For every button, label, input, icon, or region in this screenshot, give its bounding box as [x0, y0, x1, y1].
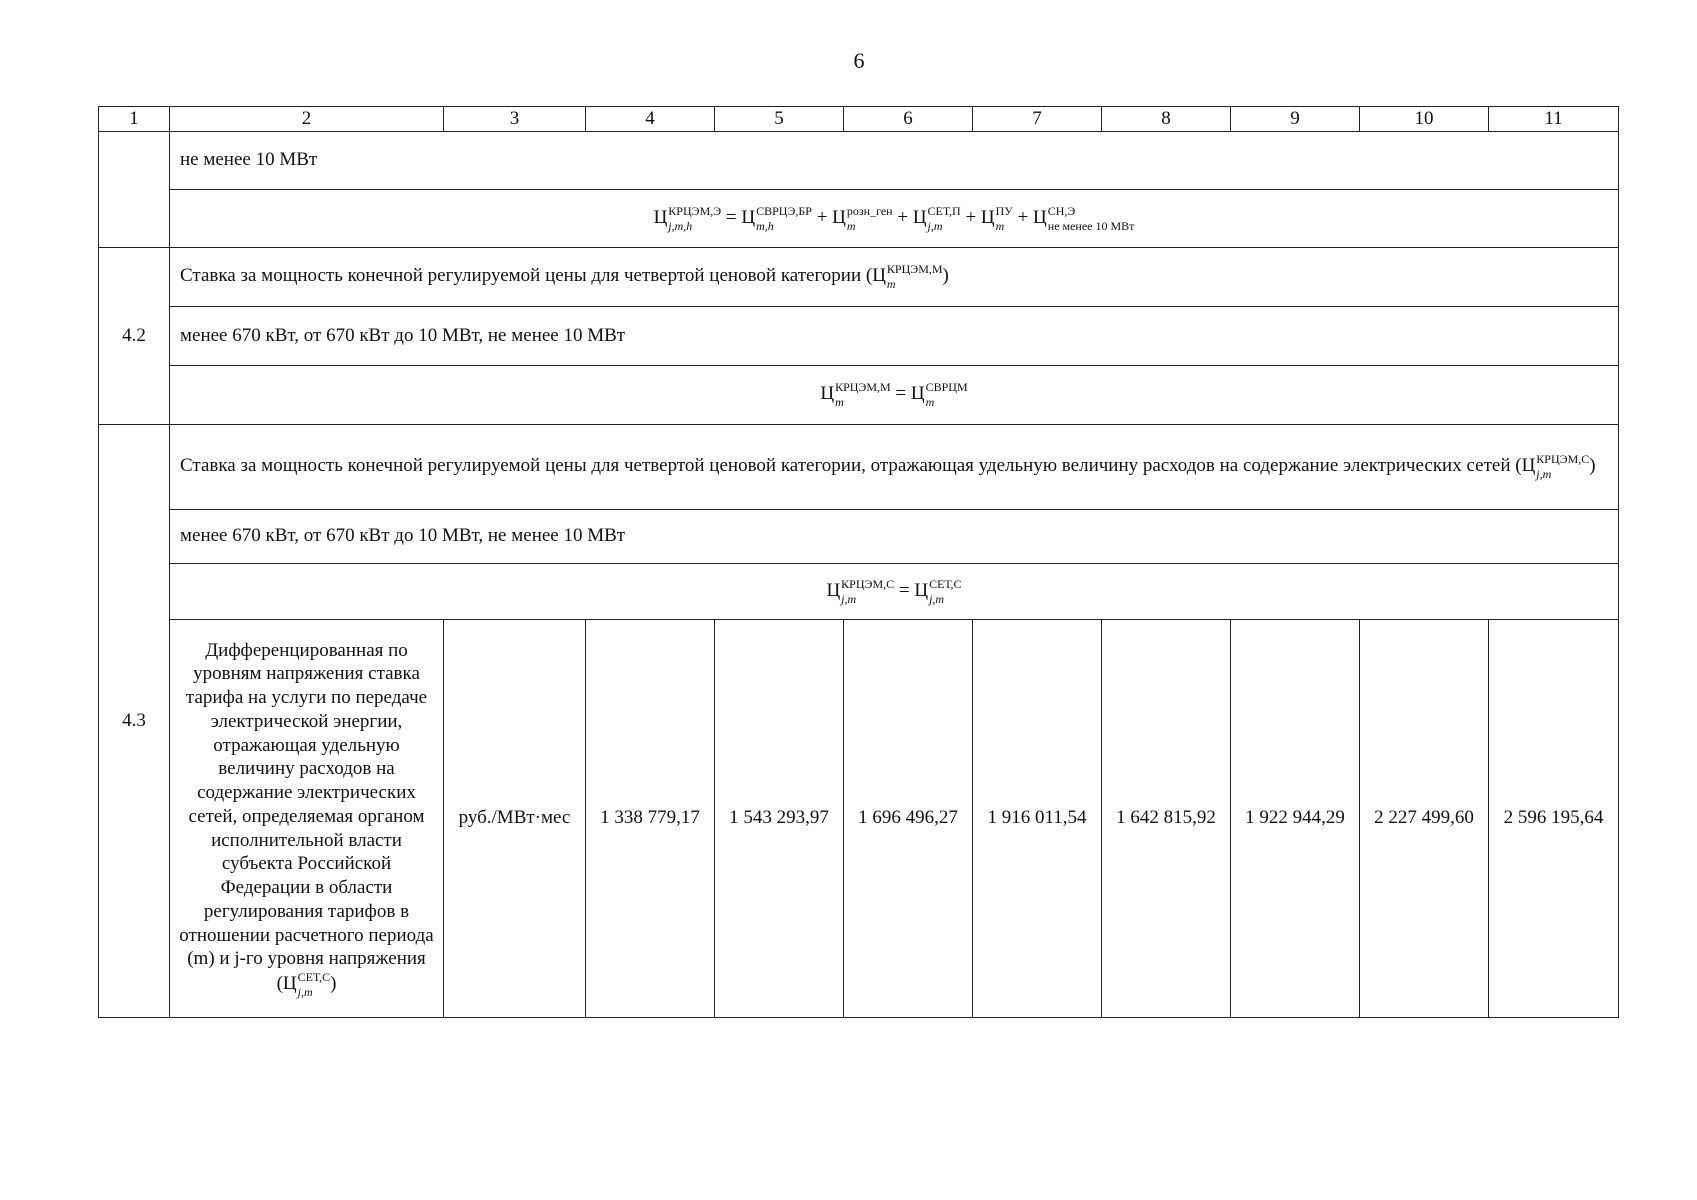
column-number-row	[99, 107, 1619, 132]
formula-op: +	[965, 206, 977, 228]
row-caption: менее 670 кВт, от 670 кВт до 10 МВт, не менее 10 МВт	[170, 509, 1619, 563]
tariff-table	[98, 106, 1619, 1018]
formula-lhs: Ц КРЦЭМ,C j,m	[826, 576, 895, 606]
formula-eq: =	[898, 579, 910, 601]
column-number: 1	[99, 107, 170, 132]
formula-rhs: Ц СВРЦМ m	[910, 380, 968, 410]
formula-op: +	[1017, 206, 1029, 228]
value-cell: 2 596 195,64	[1489, 619, 1619, 1017]
formula-energy-rate	[170, 189, 1619, 247]
formula-term: Ц СН,Э не менее 10 МВт	[1033, 203, 1135, 233]
formula-rhs: Ц СЕТ,C j,m	[914, 576, 962, 606]
column-number: 3	[444, 107, 586, 132]
row-caption: не менее 10 МВт	[170, 131, 1619, 189]
table-row	[99, 365, 1619, 424]
value-cell: 1 338 779,17	[586, 619, 715, 1017]
table-row	[99, 306, 1619, 365]
column-number: 8	[1102, 107, 1231, 132]
column-number: 6	[844, 107, 973, 132]
column-number: 5	[715, 107, 844, 132]
column-number: 9	[1231, 107, 1360, 132]
unit-cell: руб./МВт·мес	[444, 619, 586, 1017]
table-row	[99, 247, 1619, 306]
table-row	[99, 619, 1619, 1017]
value-cell: 1 543 293,97	[715, 619, 844, 1017]
column-number: 4	[586, 107, 715, 132]
table-row	[99, 189, 1619, 247]
value-cell: 1 922 944,29	[1231, 619, 1360, 1017]
formula-network-rate	[170, 563, 1619, 619]
formula-term: Ц розн_ген m	[832, 203, 893, 233]
formula-term: Ц ПУ m	[980, 203, 1013, 233]
formula-term: Ц СЕТ,П j,m	[912, 203, 961, 233]
row-title: Ставка за мощность конечной регулируемой цены для четвертой ценовой категории, отражающая удельную величину расходов на содержание электрических сетей (Ц КРЦЭМ,C j,m )	[170, 424, 1619, 509]
value-cell: 1 916 011,54	[973, 619, 1102, 1017]
formula-term: Ц СВРЦЭ,БР m,h	[741, 203, 812, 233]
formula-op: +	[816, 206, 828, 228]
column-number: 2	[170, 107, 444, 132]
value-cell: 2 227 499,60	[1360, 619, 1489, 1017]
formula-lhs: Ц КРЦЭМ,М m	[820, 380, 891, 410]
column-number: 11	[1489, 107, 1619, 132]
table-row	[99, 424, 1619, 509]
row-number: 4.3	[99, 424, 170, 1017]
formula-capacity-rate	[170, 365, 1619, 424]
row-number-empty	[99, 131, 170, 247]
row-title: Ставка за мощность конечной регулируемой цены для четвертой ценовой категории (Ц КРЦЭМ,М m )	[170, 247, 1619, 306]
row-caption: менее 670 кВт, от 670 кВт до 10 МВт, не менее 10 МВт	[170, 306, 1619, 365]
table-row	[99, 509, 1619, 563]
row-number: 4.2	[99, 247, 170, 424]
value-cell: 1 696 496,27	[844, 619, 973, 1017]
table-row	[99, 131, 1619, 189]
column-number: 7	[973, 107, 1102, 132]
formula-lhs: Ц КРЦЭМ,Э j,m,h	[653, 203, 722, 233]
page-number: 6	[853, 48, 865, 73]
column-number: 10	[1360, 107, 1489, 132]
formula-op: +	[897, 206, 909, 228]
table-row	[99, 563, 1619, 619]
formula-eq: =	[725, 206, 737, 228]
value-cell: 1 642 815,92	[1102, 619, 1231, 1017]
rate-description: Дифференцированная по уровням напряжения ставка тарифа на услуги по передаче электрической энергии, отражающая удельную величину расходов на содержание электрических сетей, определяемая органом исполнительной власти субъекта Российской Федерации в области регулирования тарифов в отношении расчетного периода (m) и j-го уровня напряжения (Ц СЕТ,C j,m )	[170, 619, 444, 1017]
formula-eq: =	[895, 383, 907, 405]
